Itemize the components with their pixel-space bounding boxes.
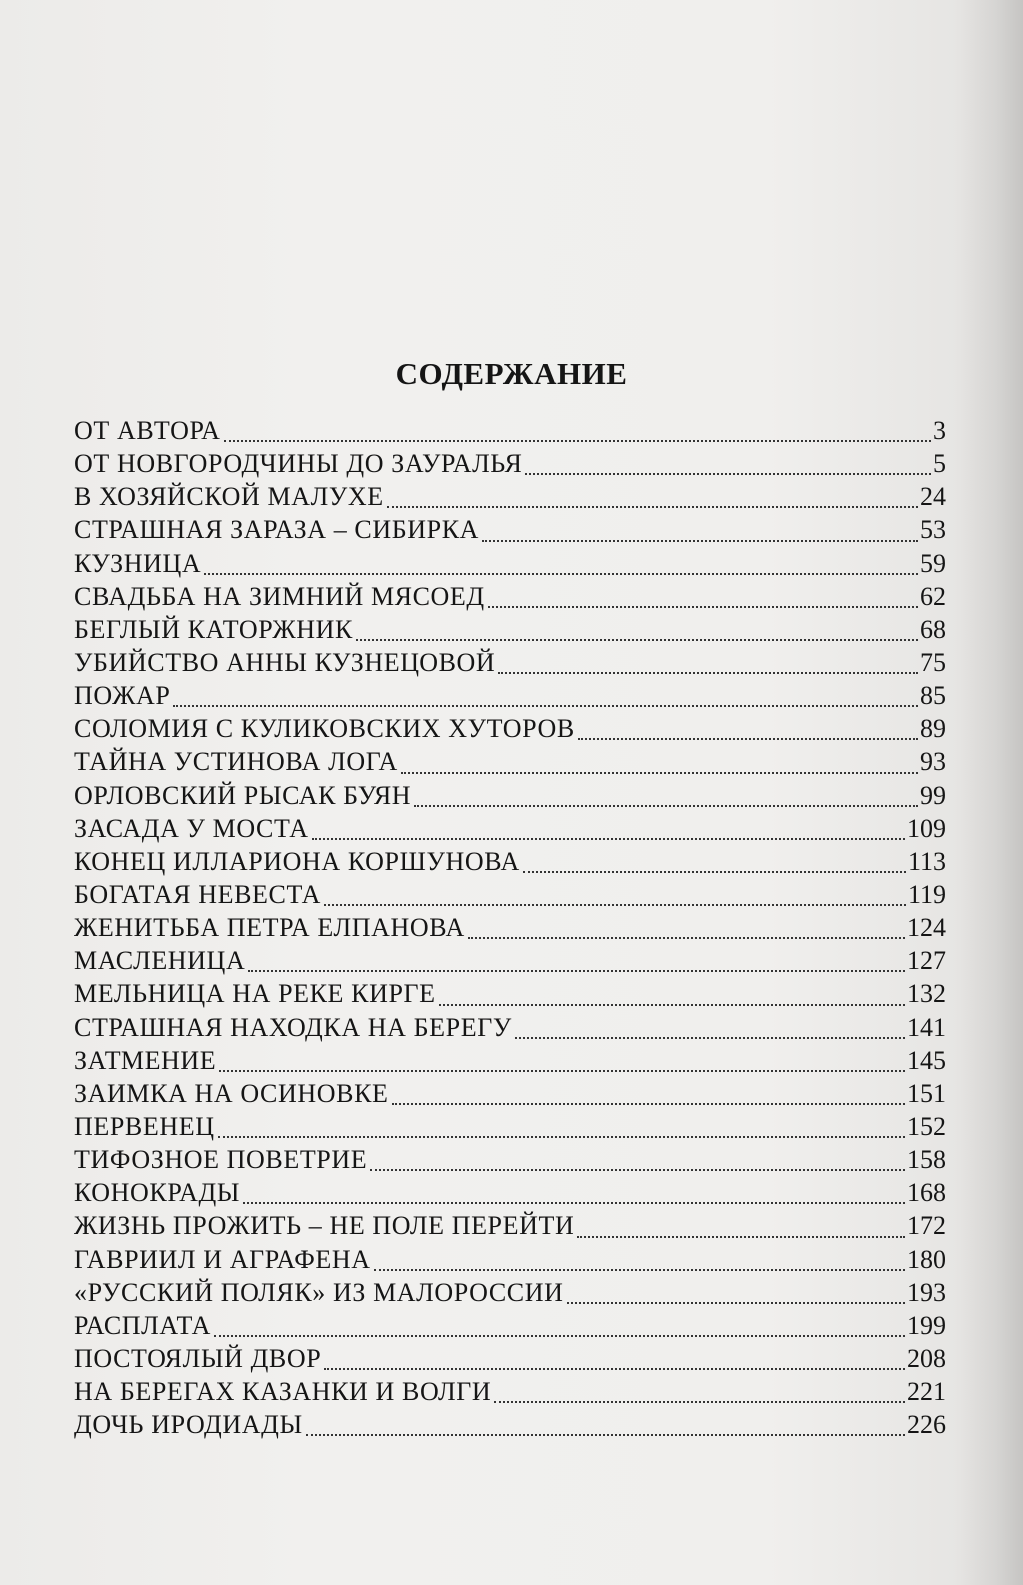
dot-leader [494,1401,905,1403]
toc-entry-page: 99 [920,780,946,810]
toc-entry [74,1309,946,1342]
toc-entry [74,447,946,480]
toc-entry [74,812,946,845]
dot-leader [498,672,918,674]
toc-entry-title: ТАЙНА УСТИНОВА ЛОГА [74,747,398,777]
toc-entry [74,1408,946,1441]
dot-leader [374,1269,905,1271]
dot-leader [243,1202,905,1204]
toc-entry [74,679,946,712]
toc-entry-page: 68 [920,614,946,644]
toc-entry [74,580,946,613]
dot-leader [515,1037,905,1039]
toc-entry-title: ЖЕНИТЬБА ПЕТРА ЕЛПАНОВА [74,913,465,943]
toc-entry-page: 5 [933,449,946,479]
toc-entry-page: 93 [920,747,946,777]
toc-entry-page: 3 [933,416,946,445]
toc-entry-title: СТРАШНАЯ ЗАРАЗА – СИБИРКА [74,515,480,545]
toc-entry-title: НА БЕРЕГАХ КАЗАНКИ И ВОЛГИ [74,1377,492,1407]
toc-entry-title: ОТ НОВГОРОДЧИНЫ ДО ЗАУРАЛЬЯ [74,449,523,479]
toc-entry-title: УБИЙСТВО АННЫ КУЗНЕЦОВОЙ [74,647,496,677]
toc-entry [74,911,946,944]
toc-entry-page: 158 [907,1145,946,1175]
toc-entry-page: 152 [907,1111,946,1141]
dot-leader [248,970,905,972]
toc-entry-title: МЕЛЬНИЦА НА РЕКЕ КИРГЕ [74,979,436,1009]
dot-leader [219,1070,905,1072]
toc-entry-title: РАСПЛАТА [74,1310,212,1340]
toc-entry-title: ЖИЗНЬ ПРОЖИТЬ – НЕ ПОЛЕ ПЕРЕЙТИ [74,1211,575,1241]
dot-leader [414,805,918,807]
dot-leader [523,871,906,873]
toc-entry-title: КОНОКРАДЫ [74,1178,241,1208]
toc-entry [74,1143,946,1176]
toc-entry-title: ГАВРИИЛ И АГРАФЕНА [74,1244,371,1274]
toc-entry-title: ТИФОЗНОЕ ПОВЕТРИЕ [74,1145,368,1175]
toc-entry-title: КУЗНИЦА [74,548,202,578]
dot-leader [218,1136,905,1138]
dot-leader [401,772,918,774]
toc-entry [74,646,946,679]
toc-entry [74,1375,946,1408]
dot-leader [204,573,918,575]
toc-entry-page: 59 [920,548,946,578]
toc-entry-title: ДОЧЬ ИРОДИАДЫ [74,1410,303,1440]
toc-entry-page: 199 [907,1310,946,1340]
toc-entry-page: 141 [907,1012,946,1042]
toc-entry-title: ПЕРВЕНЕЦ [74,1111,215,1141]
spine-shadow [953,0,1023,1585]
toc-entry-page: 119 [907,879,946,909]
toc-entry-page: 85 [920,681,946,711]
dot-leader [488,606,918,608]
toc-entry [74,779,946,812]
toc-entry [74,547,946,580]
toc-entry-page: 151 [907,1078,946,1108]
toc-entry-page: 208 [907,1343,946,1373]
toc-entry-page: 221 [907,1377,946,1407]
toc-entry-page: 124 [907,913,946,943]
toc-entry [74,745,946,778]
toc-entry-title: ОРЛОВСКИЙ РЫСАК БУЯН [74,780,412,810]
toc-entry [74,878,946,911]
toc-entry [74,480,946,513]
toc-entry-title: СВАДЬБА НА ЗИМНИЙ МЯСОЕД [74,581,485,611]
dot-leader [482,540,918,542]
toc-entry [74,944,946,977]
toc-entry [74,414,946,447]
toc-entry [74,1243,946,1276]
toc-entry [74,1044,946,1077]
toc-entry-title: ПОЖАР [74,681,171,711]
toc-entry [74,513,946,546]
toc-entry [74,1110,946,1143]
dot-leader [324,904,906,906]
toc-entry [74,1276,946,1309]
toc-entry-page: 226 [907,1410,946,1440]
dot-leader [370,1169,905,1171]
dot-leader [173,705,918,707]
toc-entry [74,613,946,646]
toc-entry [74,1176,946,1209]
toc-entry-page: 168 [907,1178,946,1208]
dot-leader [578,738,918,740]
dot-leader [387,506,918,508]
dot-leader [577,1236,905,1238]
toc-entry-title: БОГАТАЯ НЕВЕСТА [74,879,322,909]
dot-leader [392,1103,906,1105]
dot-leader [468,937,905,939]
toc-entry-page: 180 [907,1244,946,1274]
toc-entry-title: ЗАТМЕНИЕ [74,1045,217,1075]
toc-entry-page: 193 [907,1277,946,1307]
dot-leader [525,473,931,475]
toc-entry [74,1077,946,1110]
dot-leader [224,440,931,442]
toc-entry-title: ЗАИМКА НА ОСИНОВКЕ [74,1078,389,1108]
toc-entry-page: 75 [920,647,946,677]
toc-entry [74,977,946,1010]
toc-entry-page: 172 [907,1211,946,1241]
toc-entry-page: 53 [920,515,946,545]
toc-entry [74,1342,946,1375]
toc-entry [74,1011,946,1044]
toc-entry-page: 24 [920,482,946,512]
toc-entry-title: ПОСТОЯЛЫЙ ДВОР [74,1343,322,1373]
toc-entry [74,845,946,878]
toc-entry-title: БЕГЛЫЙ КАТОРЖНИК [74,614,353,644]
toc-entry-page: 109 [907,813,946,843]
toc-entry-title: «РУССКИЙ ПОЛЯК» ИЗ МАЛОРОССИИ [74,1277,564,1307]
table-of-contents [74,414,946,1441]
toc-entry-page: 113 [907,846,946,876]
dot-leader [214,1335,905,1337]
toc-entry-title: ЗАСАДА У МОСТА [74,813,309,843]
toc-entry-title: СОЛОМИЯ С КУЛИКОВСКИХ ХУТОРОВ [74,714,575,744]
toc-entry-title: КОНЕЦ ИЛЛАРИОНА КОРШУНОВА [74,846,520,876]
page-title: СОДЕРЖАНИЕ [395,356,628,391]
dot-leader [356,639,918,641]
dot-leader [567,1302,906,1304]
toc-entry-title: В ХОЗЯЙСКОЙ МАЛУХЕ [74,482,384,512]
dot-leader [306,1434,905,1436]
toc-entry-page: 145 [907,1045,946,1075]
toc-entry-page: 132 [907,979,946,1009]
toc-entry-page: 127 [907,946,946,976]
dot-leader [312,838,905,840]
toc-entry-page: 89 [920,714,946,744]
toc-entry [74,712,946,745]
toc-entry-title: СТРАШНАЯ НАХОДКА НА БЕРЕГУ [74,1012,512,1042]
dot-leader [439,1004,905,1006]
toc-entry-title: ОТ АВТОРА [74,416,221,445]
toc-entry-page: 62 [920,581,946,611]
toc-entry [74,1209,946,1242]
dot-leader [324,1368,905,1370]
toc-entry-title: МАСЛЕНИЦА [74,946,246,976]
